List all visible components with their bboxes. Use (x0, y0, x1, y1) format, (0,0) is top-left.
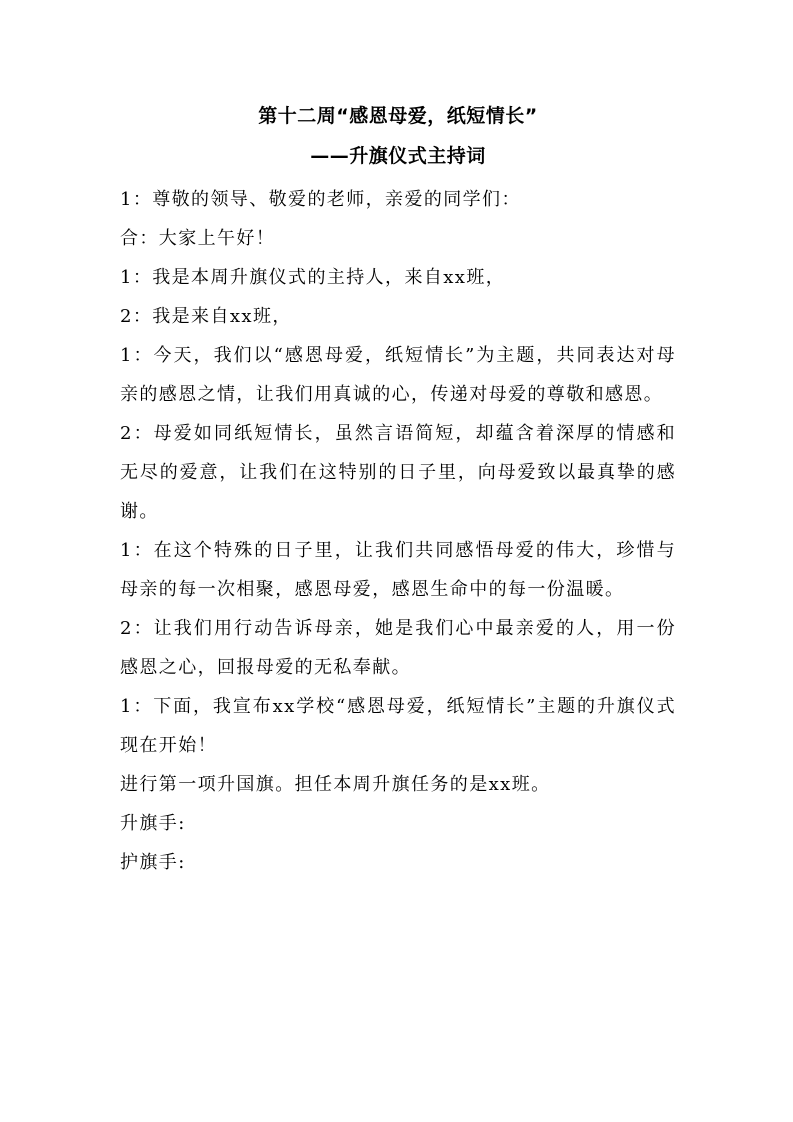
paragraph-theme: 1：今天，我们以“感恩母爱，纸短情长”为主题，共同表达对母亲的感恩之情，让我们用真诚的心，传递对母爱的尊敬和感恩。 (120, 345, 676, 405)
document-title: 第十二周“感恩母爱，纸短情长” (258, 105, 538, 127)
paragraph-announcement: 1：下面，我宣布xx学校“感恩母爱，纸短情长”主题的升旗仪式现在开始！ (120, 696, 676, 756)
paragraph-flag-raiser: 升旗手: (120, 813, 186, 834)
paragraph-first-item: 进行第一项升国旗。担任本周升旗任务的是xx班。 (120, 774, 551, 795)
paragraph-greeting: 1：尊敬的领导、敬爱的老师，亲爱的同学们： (120, 189, 521, 210)
paragraph-action: 2：让我们用行动告诉母亲，她是我们心中最亲爱的人，用一份感恩之心，回报母爱的无私奉献。 (120, 618, 676, 678)
paragraph-host2-intro: 2：我是来自xx班， (120, 306, 292, 327)
paragraph-mother-love: 2：母爱如同纸短情长，虽然言语简短，却蕴含着深厚的情感和无尽的爱意，让我们在这特别的日子里，向母爱致以最真挚的感谢。 (120, 423, 676, 522)
paragraph-together-greeting: 合：大家上午好！ (120, 228, 276, 249)
paragraph-flag-guard: 护旗手: (120, 852, 186, 873)
document-body (120, 96, 676, 882)
paragraph-special-day: 1：在这个特殊的日子里，让我们共同感悟母爱的伟大，珍惜与母亲的每一次相聚，感恩母爱，感恩生命中的每一份温暖。 (120, 540, 676, 600)
paragraph-host1-intro: 1：我是本周升旗仪式的主持人，来自xx班， (120, 267, 506, 288)
document-subtitle: ——升旗仪式主持词 (310, 145, 486, 167)
